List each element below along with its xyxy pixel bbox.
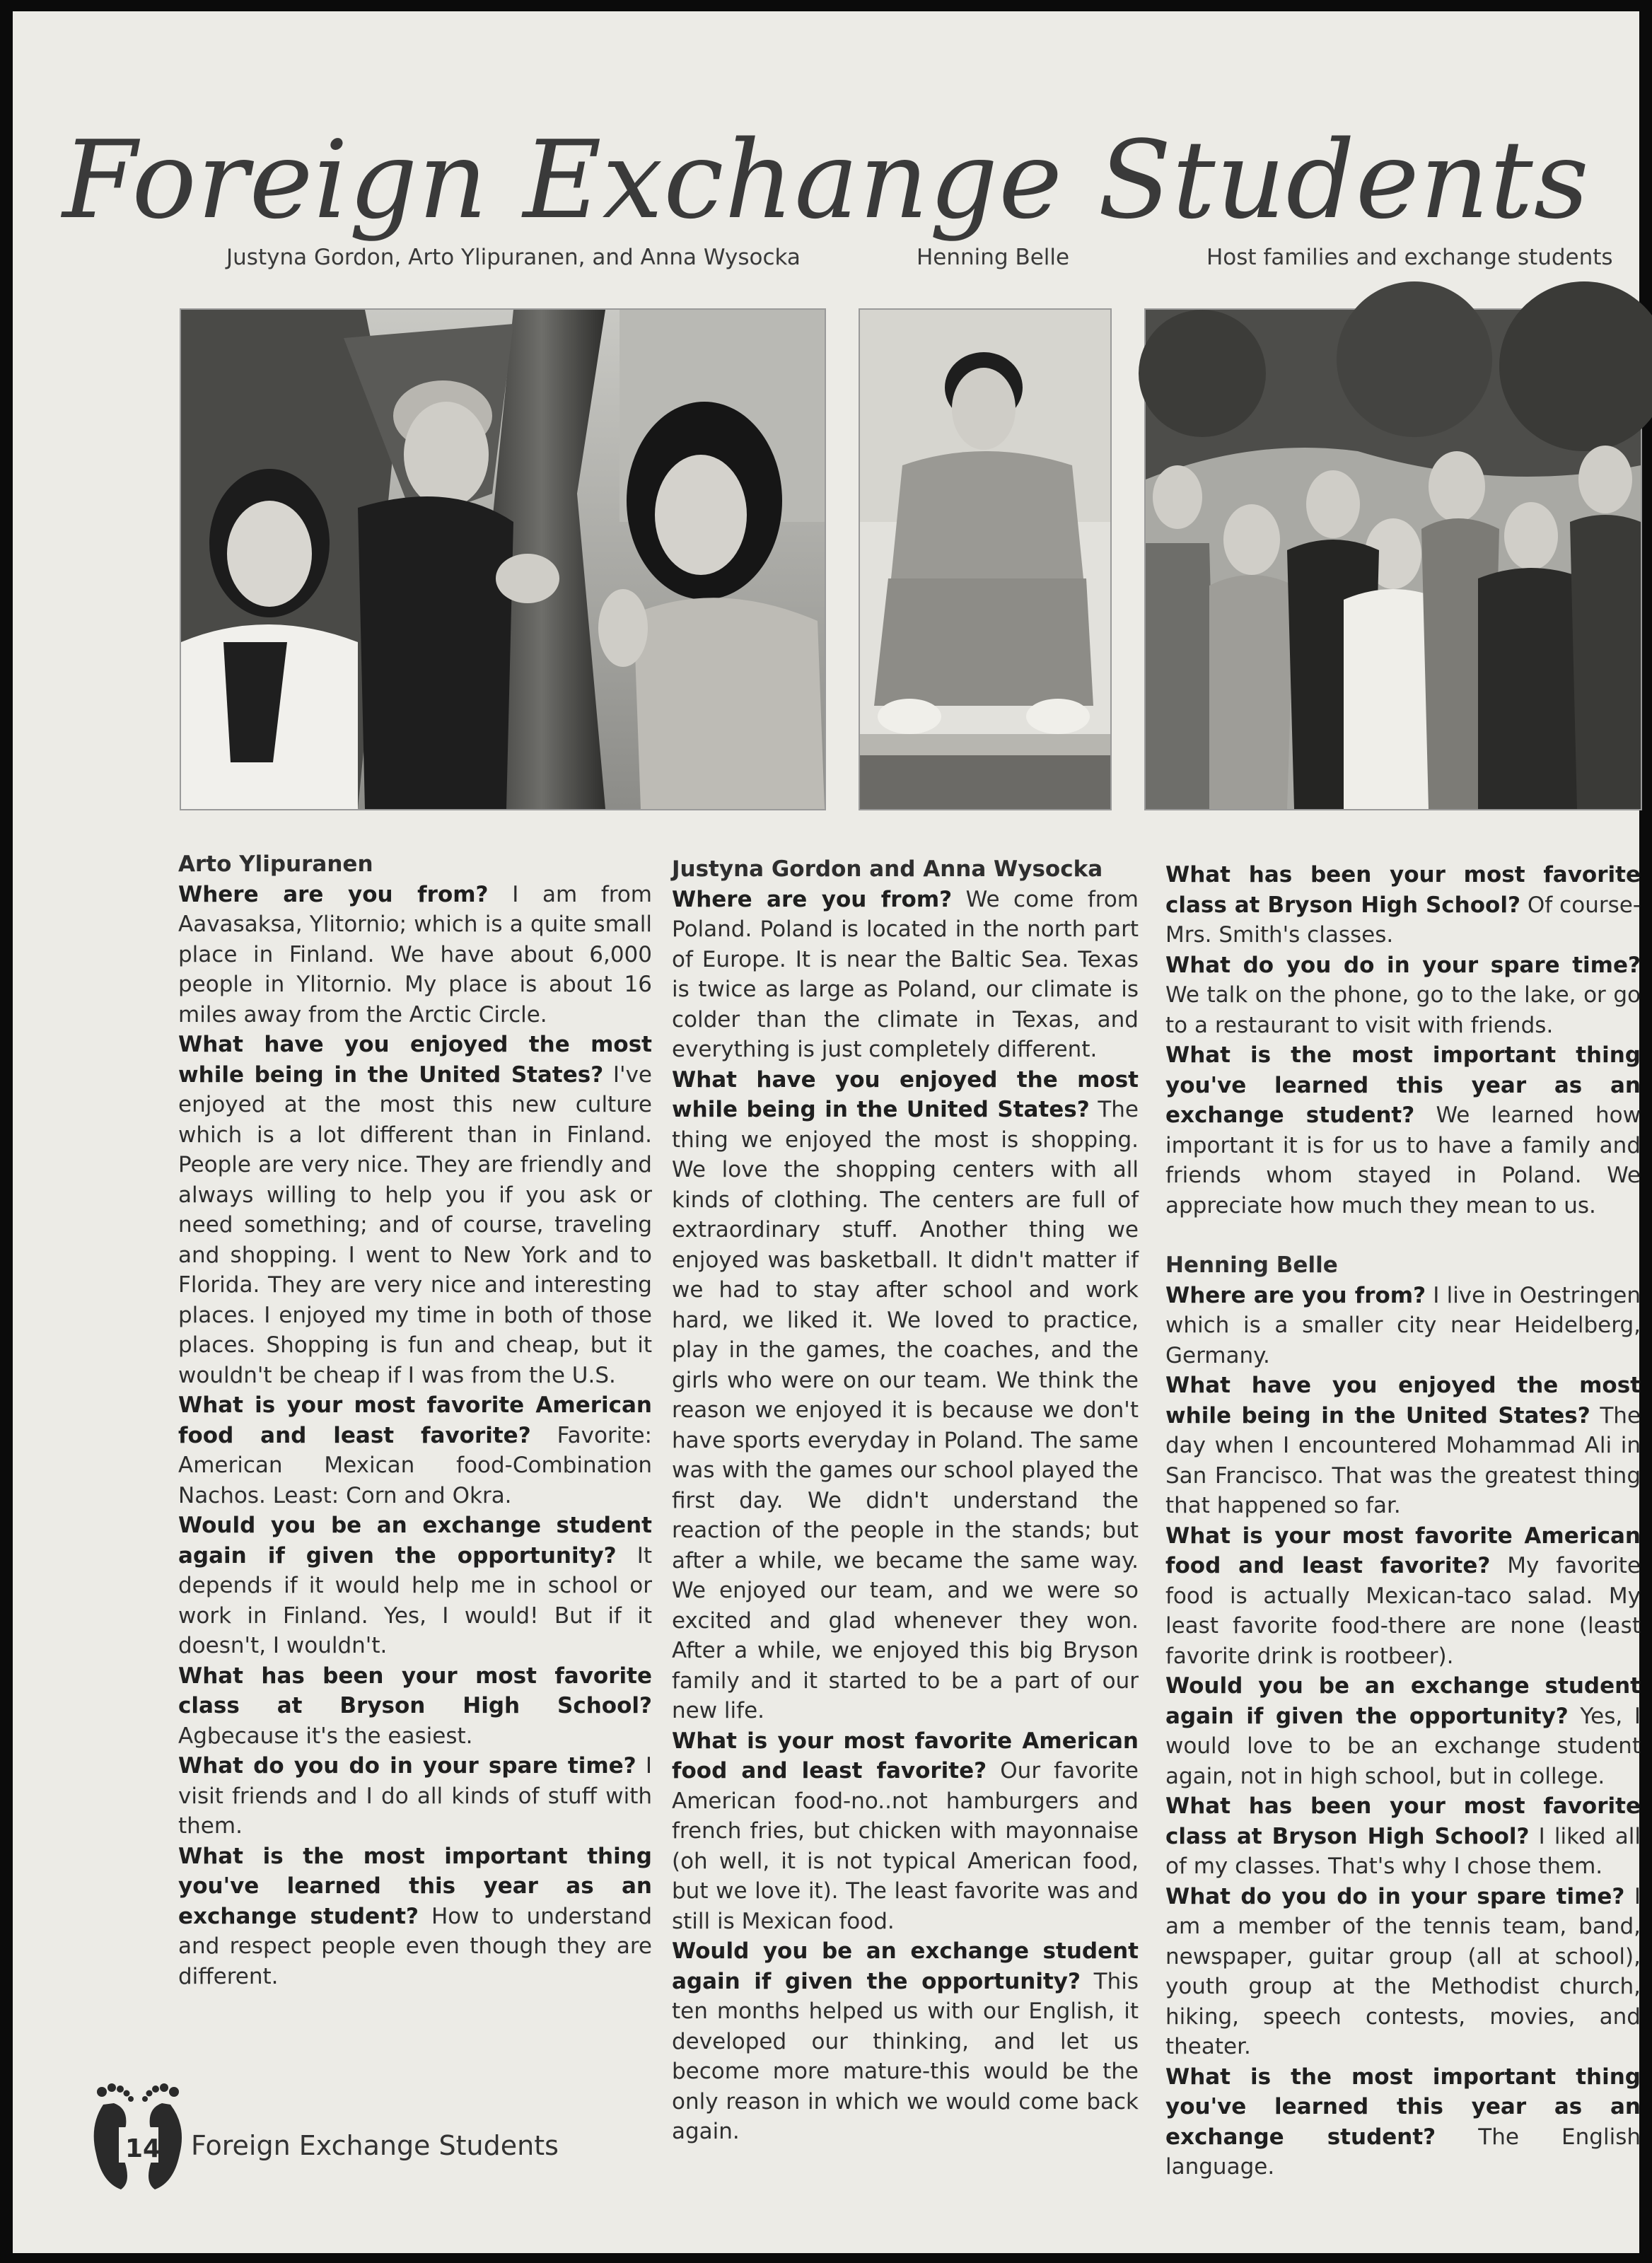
qa-item [178, 880, 652, 1030]
question: What do you do in your spare time? [178, 1753, 636, 1779]
answer: Agbecause it's the easiest. [178, 1723, 473, 1749]
article-column-1 [178, 849, 652, 1991]
answer: I live in Oestringen which is a smaller city near Heidelberg, Germany. [1165, 1282, 1641, 1368]
answer: Favorite: American Mexican food-Combination Nachos. Least: Corn and Okra. [178, 1422, 652, 1508]
answer: I liked all of my classes. That's why I chose them. [1165, 1823, 1641, 1879]
answer: I've enjoyed at the most this new culture which is a lot different than in Finland. People are very nice. They are friendly and always willing to help you if you ask or need something; and of course, traveling and shopping. I went to New York and to Florida. They are very nice and interesting places. I enjoyed my time in both of those places. Shopping is fun and cheap, but it wouldn't be cheap if I was from the U.S. [178, 1061, 652, 1388]
photo-students-at-tree [180, 308, 826, 810]
page-title: Foreign Exchange Students [62, 117, 1590, 243]
qa-item [672, 1726, 1139, 1937]
answer: I am from Aavasaksa, Ylitornio; which is a quite small place in Finland. We have about 6,000 people in Ylitornio. My place is about 16 miles away from the Arctic Circle. [178, 881, 652, 1028]
qa-item [178, 1511, 652, 1661]
qa-item [1165, 1671, 1641, 1791]
qa-item [1165, 1371, 1641, 1521]
qa-item [1165, 1882, 1641, 2062]
question: Would you be an exchange student again if given the opportunity? [1165, 1673, 1641, 1729]
qa-item [672, 1065, 1139, 1726]
caption-left-photo: Justyna Gordon, Arto Ylipuranen, and Anna Wysocka [226, 245, 801, 270]
photo-host-families-group [1144, 308, 1642, 810]
footer-section-title: Foreign Exchange Students [191, 2130, 559, 2161]
answer: Yes, I would love to be an exchange student again, not in high school, but in college. [1165, 1703, 1641, 1789]
question: What is your most favorite American food and least favorite? [1165, 1523, 1641, 1578]
qa-item [178, 1661, 652, 1752]
qa-item [1165, 860, 1641, 950]
answer: I visit friends and I do all kinds of stuff with them. [178, 1753, 652, 1839]
caption-right-photo: Host families and exchange students [1206, 245, 1613, 270]
article-column-2 [672, 854, 1139, 2147]
answer: How to understand and respect people even though they are different. [178, 1903, 652, 1989]
question: Would you be an exchange student again if given the opportunity? [178, 1513, 652, 1569]
student-name-arto: Arto Ylipuranen [178, 851, 373, 877]
question: Where are you from? [1165, 1282, 1426, 1308]
question: What is your most favorite American food and least favorite? [672, 1728, 1139, 1784]
qa-item [1165, 1521, 1641, 1672]
student-name-justyna-anna: Justyna Gordon and Anna Wysocka [672, 856, 1103, 882]
article-column-3 [1165, 860, 1641, 2182]
qa-item [178, 1842, 652, 1992]
question: What do you do in your spare time? [1165, 1883, 1625, 1909]
caption-middle-photo: Henning Belle [917, 245, 1070, 270]
qa-item [672, 1936, 1139, 2147]
question: What has been your most favorite class at Bryson High School? [178, 1663, 652, 1718]
student-name-henning: Henning Belle [1165, 1252, 1338, 1278]
qa-item [1165, 1791, 1641, 1882]
question: Would you be an exchange student again if given the opportunity? [672, 1938, 1139, 1994]
qa-item [178, 1751, 652, 1842]
question: What has been your most favorite class at Bryson High School? [1165, 1793, 1641, 1849]
qa-item [178, 1030, 652, 1390]
photo-henning-belle [859, 308, 1112, 810]
question: What is the most important thing you've learned this year as an exchange student? [178, 1843, 652, 1929]
yearbook-page [13, 11, 1639, 2253]
qa-item [1165, 2062, 1641, 2182]
question: What have you enjoyed the most while being in the United States? [1165, 1373, 1641, 1429]
question: What have you enjoyed the most while being in the United States? [178, 1032, 652, 1088]
answer: It depends if it would help me in school or work in Finland. Yes, I would! But if it doesn't, I wouldn't. [178, 1542, 652, 1658]
photo-host-families-group-image [1146, 310, 1641, 809]
photo-students-at-tree-image [181, 310, 825, 809]
answer: I am a member of the tennis team, band, newspaper, guitar group (all at school), youth group at the Methodist church, hiking, speech contests, movies, and theater. [1165, 1883, 1641, 2059]
answer: Of course-Mrs. Smith's classes. [1165, 892, 1641, 948]
answer: Our favorite American food-no..not hamburgers and french fries, but chicken with mayonnaise (oh well, it is not typical American food, but we love it). The least favorite was and still is Mexican food. [672, 1758, 1139, 1934]
question: What do you do in your spare time? [1165, 952, 1641, 978]
question: What has been your most favorite class at Bryson High School? [1165, 862, 1641, 918]
question: What is your most favorite American food and least favorite? [178, 1392, 652, 1448]
answer: We talk on the phone, go to the lake, or go to a restaurant to visit with friends. [1165, 982, 1641, 1038]
answer: The thing we enjoyed the most is shopping. We love the shopping centers with all kinds of clothing. The centers are full of extraordinary stuff. Another thing we enjoyed was basketball. It didn't matter if we had to stay after school and work hard, we liked it. We loved to practice, play in the games, the coaches, and the girls who were on our team. We think the reason we enjoyed it is because we don't have sports everyday in Poland. The same was with the games our school played the first day. We didn't understand the reaction of the people in the stands; but after a while, we became the same way. We enjoyed our team, and we were so excited and glad whenever they won. After a while, we enjoyed this big Bryson family and it started to be a part of our new life. [672, 1097, 1139, 1723]
photo-henning-belle-image [860, 310, 1110, 809]
question: What is the most important thing you've learned this year as an exchange student? [1165, 1042, 1641, 1128]
question: Where are you from? [672, 886, 953, 912]
question: Where are you from? [178, 881, 489, 907]
qa-item [178, 1390, 652, 1511]
qa-item [1165, 1040, 1641, 1221]
answer: The day when I encountered Mohammad Ali in San Francisco. That was the greatest thing that happened so far. [1165, 1402, 1641, 1518]
answer: We learned how important it is for us to have a family and friends whom stayed in Poland. We appreciate how much they mean to us. [1165, 1103, 1641, 1218]
answer: The English language. [1165, 2124, 1641, 2180]
answer: This ten months helped us with our English, it developed our thinking, and let us become more mature-this would be the only reason in which we would come back again. [672, 1968, 1139, 2144]
answer: My favorite food is actually Mexican-taco salad. My least favorite food-there are none (least favorite drink is rootbeer). [1165, 1553, 1641, 1669]
qa-item [672, 885, 1139, 1065]
question: What is the most important thing you've learned this year as an exchange student? [1165, 2064, 1641, 2150]
qa-item [1165, 1281, 1641, 1371]
page-number: 14 [125, 2134, 161, 2163]
qa-item [1165, 950, 1641, 1041]
answer: We come from Poland. Poland is located in the north part of Europe. It is near the Baltic Sea. Texas is twice as large as Poland, our climate is colder than the climate in Texas, and everything is just completely different. [672, 886, 1139, 1062]
question: What have you enjoyed the most while being in the United States? [672, 1066, 1139, 1122]
